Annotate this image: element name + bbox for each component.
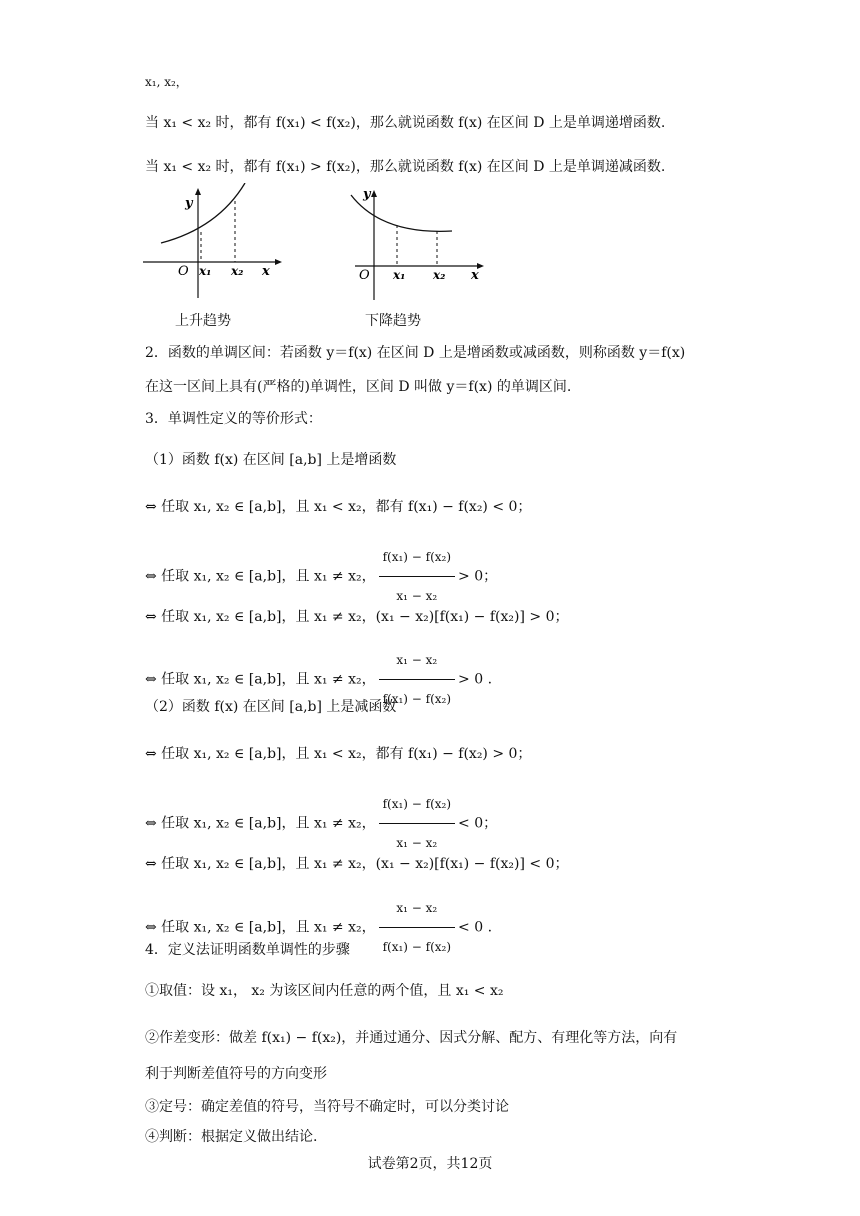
graph-y-label: y <box>363 187 371 202</box>
page-footer: 试卷第2页，共12页 <box>367 1156 493 1172</box>
equivalence-suffix: < 0 . <box>458 919 493 936</box>
step-2-line-2: 利于判断差值符号的方向变形 <box>145 1066 327 1082</box>
step-4: ④判断：根据定义做出结论. <box>145 1129 318 1145</box>
caption-decreasing: 下降趋势 <box>365 313 421 329</box>
equivalence-inc-1: ⇔ 任取 x₁, x₂ ∈ [a,b]，且 x₁ < x₂，都有 f(x₁) − f(x₂) < 0； <box>145 499 532 515</box>
graph-x1-label: x₁ <box>393 268 406 282</box>
graph-x1-label: x₁ <box>199 264 212 278</box>
equivalence-suffix: > 0 . <box>458 671 493 688</box>
subsection-increasing: （1）函数 f(x) 在区间 [a,b] 上是增函数 <box>145 452 397 468</box>
step-1: ①取值：设 x₁， x₂ 为该区间内任意的两个值，且 x₁ < x₂ <box>145 983 504 999</box>
subsection-decreasing: （2）函数 f(x) 在区间 [a,b] 上是减函数 <box>145 699 397 715</box>
graph-x-label: x <box>471 268 479 283</box>
equivalence-prefix: ⇔ 任取 x₁, x₂ ∈ [a,b]，且 x₁ ≠ x₂， <box>145 815 376 832</box>
graph-origin-label: O <box>178 264 189 279</box>
equivalence-inc-3: ⇔ 任取 x₁, x₂ ∈ [a,b]，且 x₁ ≠ x₂，(x₁ − x₂)[f(x₁) − f(x₂)] > 0； <box>145 609 569 625</box>
equivalence-prefix: ⇔ 任取 x₁, x₂ ∈ [a,b]，且 x₁ ≠ x₂， <box>145 671 376 688</box>
increasing-function-graph <box>143 183 283 298</box>
fraction: $\frac{\text{f(x₁) − f(x₂)}}{\text{x₁ − x₂}}$ <box>379 787 455 860</box>
text-line-vars: x₁, x₂， <box>145 75 188 89</box>
equivalence-dec-1: ⇔ 任取 x₁, x₂ ∈ [a,b]，且 x₁ < x₂，都有 f(x₁) − f(x₂) > 0； <box>145 746 532 762</box>
step-2-line-1: ②作差变形：做差 f(x₁) − f(x₂)，并通过通分、因式分解、配方、有理化等方法，向有 <box>145 1030 678 1046</box>
section-4-heading: 4．定义法证明函数单调性的步骤 <box>145 942 350 958</box>
definition-decreasing: 当 x₁ < x₂ 时，都有 f(x₁) > f(x₂)，那么就说函数 f(x) 在区间 D 上是单调递减函数. <box>145 159 666 175</box>
equivalence-suffix: > 0； <box>458 568 498 585</box>
graph-x-label: x <box>262 264 270 279</box>
fraction: $\frac{\text{x₁ − x₂}}{\text{f(x₁) − f(x₂)}}$ <box>379 643 455 716</box>
section-2-line-1: 2．函数的单调区间：若函数 y＝f(x) 在区间 D 上是增函数或减函数，则称函数 y＝f(x) <box>145 345 686 361</box>
equivalence-inc-2 <box>145 540 497 613</box>
graph-y-label: y <box>185 196 193 211</box>
equivalence-dec-2 <box>145 787 497 860</box>
equivalence-suffix: < 0； <box>458 815 498 832</box>
section-2-line-2: 在这一区间上具有(严格的)单调性，区间 D 叫做 y＝f(x) 的单调区间. <box>145 379 572 395</box>
decreasing-function-graph <box>347 185 487 300</box>
section-3-heading: 3．单调性定义的等价形式： <box>145 411 322 427</box>
fraction: $\frac{\text{f(x₁) − f(x₂)}}{\text{x₁ − x₂}}$ <box>379 540 455 613</box>
graph-x2-label: x₂ <box>433 268 446 282</box>
equivalence-dec-3: ⇔ 任取 x₁, x₂ ∈ [a,b]，且 x₁ ≠ x₂，(x₁ − x₂)[f(x₁) − f(x₂)] < 0； <box>145 856 569 872</box>
equivalence-prefix: ⇔ 任取 x₁, x₂ ∈ [a,b]，且 x₁ ≠ x₂， <box>145 568 376 585</box>
fraction: $\frac{\text{x₁ − x₂}}{\text{f(x₁) − f(x₂)}}$ <box>379 891 455 964</box>
graph-origin-label: O <box>359 268 370 283</box>
graph-x2-label: x₂ <box>231 264 244 278</box>
definition-increasing: 当 x₁ < x₂ 时，都有 f(x₁) < f(x₂)，那么就说函数 f(x) 在区间 D 上是单调递增函数. <box>145 115 666 131</box>
equivalence-prefix: ⇔ 任取 x₁, x₂ ∈ [a,b]，且 x₁ ≠ x₂， <box>145 919 376 936</box>
caption-increasing: 上升趋势 <box>175 313 231 329</box>
step-3: ③定号：确定差值的符号，当符号不确定时，可以分类讨论 <box>145 1099 509 1115</box>
